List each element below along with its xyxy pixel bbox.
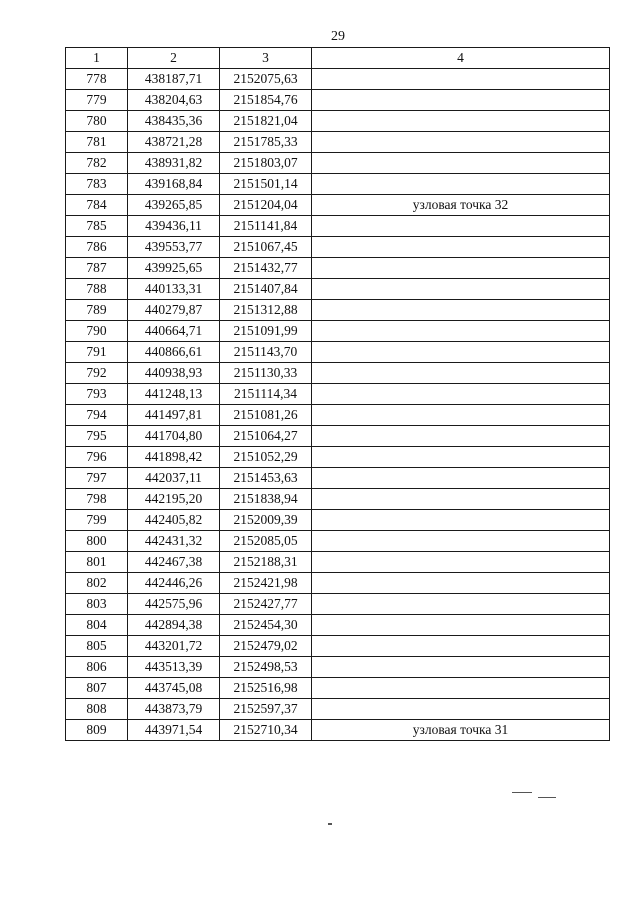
point-number-cell: 780	[66, 111, 128, 132]
note-cell	[312, 468, 610, 489]
x-coordinate-cell: 443873,79	[128, 699, 220, 720]
y-coordinate-cell: 2151143,70	[220, 342, 312, 363]
x-coordinate-cell: 440664,71	[128, 321, 220, 342]
x-coordinate-cell: 442431,32	[128, 531, 220, 552]
point-number-cell: 799	[66, 510, 128, 531]
table-row	[66, 615, 610, 636]
x-coordinate-cell: 442195,20	[128, 489, 220, 510]
y-coordinate-cell: 2151838,94	[220, 489, 312, 510]
note-cell	[312, 531, 610, 552]
point-number-cell: 804	[66, 615, 128, 636]
y-coordinate-cell: 2152454,30	[220, 615, 312, 636]
table-row	[66, 657, 610, 678]
point-number-cell: 794	[66, 405, 128, 426]
y-coordinate-cell: 2151067,45	[220, 237, 312, 258]
table-row	[66, 552, 610, 573]
y-coordinate-cell: 2152085,05	[220, 531, 312, 552]
x-coordinate-cell: 439553,77	[128, 237, 220, 258]
note-cell	[312, 426, 610, 447]
coordinates-table	[65, 47, 610, 741]
note-cell	[312, 342, 610, 363]
header-cell-point-number: 1	[66, 48, 128, 69]
y-coordinate-cell: 2152188,31	[220, 552, 312, 573]
note-cell	[312, 594, 610, 615]
note-cell	[312, 615, 610, 636]
table-row	[66, 195, 610, 216]
point-number-cell: 801	[66, 552, 128, 573]
table-row	[66, 300, 610, 321]
table-row	[66, 531, 610, 552]
point-number-cell: 809	[66, 720, 128, 741]
x-coordinate-cell: 440938,93	[128, 363, 220, 384]
point-number-cell: 793	[66, 384, 128, 405]
y-coordinate-cell: 2151501,14	[220, 174, 312, 195]
y-coordinate-cell: 2151064,27	[220, 426, 312, 447]
header-cell-x: 2	[128, 48, 220, 69]
x-coordinate-cell: 442037,11	[128, 468, 220, 489]
note-cell	[312, 132, 610, 153]
table-row	[66, 237, 610, 258]
x-coordinate-cell: 440133,31	[128, 279, 220, 300]
note-cell	[312, 489, 610, 510]
point-number-cell: 798	[66, 489, 128, 510]
page-number: 29	[331, 29, 345, 44]
note-cell	[312, 153, 610, 174]
point-number-cell: 788	[66, 279, 128, 300]
y-coordinate-cell: 2152075,63	[220, 69, 312, 90]
note-cell	[312, 447, 610, 468]
y-coordinate-cell: 2151204,04	[220, 195, 312, 216]
table-row	[66, 132, 610, 153]
x-coordinate-cell: 442405,82	[128, 510, 220, 531]
table-row	[66, 426, 610, 447]
note-cell	[312, 69, 610, 90]
point-number-cell: 796	[66, 447, 128, 468]
point-number-cell: 787	[66, 258, 128, 279]
point-number-cell: 779	[66, 90, 128, 111]
point-number-cell: 778	[66, 69, 128, 90]
note-cell: узловая точка 31	[312, 720, 610, 741]
x-coordinate-cell: 440866,61	[128, 342, 220, 363]
point-number-cell: 781	[66, 132, 128, 153]
y-coordinate-cell: 2151141,84	[220, 216, 312, 237]
x-coordinate-cell: 442575,96	[128, 594, 220, 615]
x-coordinate-cell: 442467,38	[128, 552, 220, 573]
point-number-cell: 786	[66, 237, 128, 258]
y-coordinate-cell: 2152009,39	[220, 510, 312, 531]
note-cell	[312, 552, 610, 573]
table-row	[66, 636, 610, 657]
table-row	[66, 678, 610, 699]
table-row	[66, 342, 610, 363]
note-cell	[312, 174, 610, 195]
y-coordinate-cell: 2152427,77	[220, 594, 312, 615]
table-body	[66, 69, 610, 741]
note-cell	[312, 405, 610, 426]
note-cell	[312, 258, 610, 279]
note-cell	[312, 237, 610, 258]
x-coordinate-cell: 439436,11	[128, 216, 220, 237]
y-coordinate-cell: 2151114,34	[220, 384, 312, 405]
table-row	[66, 594, 610, 615]
x-coordinate-cell: 441704,80	[128, 426, 220, 447]
y-coordinate-cell: 2151130,33	[220, 363, 312, 384]
note-cell	[312, 216, 610, 237]
y-coordinate-cell: 2152710,34	[220, 720, 312, 741]
point-number-cell: 785	[66, 216, 128, 237]
y-coordinate-cell: 2151821,04	[220, 111, 312, 132]
x-coordinate-cell: 441898,42	[128, 447, 220, 468]
x-coordinate-cell: 443971,54	[128, 720, 220, 741]
note-cell	[312, 363, 610, 384]
point-number-cell: 791	[66, 342, 128, 363]
x-coordinate-cell: 441497,81	[128, 405, 220, 426]
table-row	[66, 489, 610, 510]
point-number-cell: 783	[66, 174, 128, 195]
note-cell	[312, 699, 610, 720]
y-coordinate-cell: 2151453,63	[220, 468, 312, 489]
scan-mark	[538, 797, 556, 798]
y-coordinate-cell: 2151803,07	[220, 153, 312, 174]
table-row	[66, 111, 610, 132]
note-cell	[312, 573, 610, 594]
x-coordinate-cell: 438187,71	[128, 69, 220, 90]
point-number-cell: 807	[66, 678, 128, 699]
y-coordinate-cell: 2152516,98	[220, 678, 312, 699]
note-cell: узловая точка 32	[312, 195, 610, 216]
point-number-cell: 789	[66, 300, 128, 321]
y-coordinate-cell: 2151854,76	[220, 90, 312, 111]
point-number-cell: 784	[66, 195, 128, 216]
header-row	[66, 48, 610, 69]
note-cell	[312, 111, 610, 132]
table-row	[66, 90, 610, 111]
x-coordinate-cell: 440279,87	[128, 300, 220, 321]
table-row	[66, 468, 610, 489]
x-coordinate-cell: 439265,85	[128, 195, 220, 216]
x-coordinate-cell: 438204,63	[128, 90, 220, 111]
x-coordinate-cell: 443745,08	[128, 678, 220, 699]
note-cell	[312, 279, 610, 300]
point-number-cell: 805	[66, 636, 128, 657]
point-number-cell: 803	[66, 594, 128, 615]
point-number-cell: 806	[66, 657, 128, 678]
note-cell	[312, 636, 610, 657]
note-cell	[312, 321, 610, 342]
point-number-cell: 797	[66, 468, 128, 489]
table-row	[66, 699, 610, 720]
point-number-cell: 800	[66, 531, 128, 552]
point-number-cell: 808	[66, 699, 128, 720]
table-row	[66, 447, 610, 468]
y-coordinate-cell: 2152597,37	[220, 699, 312, 720]
table-row	[66, 321, 610, 342]
table-row	[66, 153, 610, 174]
scan-mark	[328, 823, 332, 825]
note-cell	[312, 384, 610, 405]
y-coordinate-cell: 2151785,33	[220, 132, 312, 153]
y-coordinate-cell: 2152498,53	[220, 657, 312, 678]
table-row	[66, 405, 610, 426]
x-coordinate-cell: 439168,84	[128, 174, 220, 195]
note-cell	[312, 657, 610, 678]
y-coordinate-cell: 2151312,88	[220, 300, 312, 321]
note-cell	[312, 678, 610, 699]
note-cell	[312, 90, 610, 111]
y-coordinate-cell: 2151091,99	[220, 321, 312, 342]
table-row	[66, 69, 610, 90]
y-coordinate-cell: 2152421,98	[220, 573, 312, 594]
table-row	[66, 363, 610, 384]
y-coordinate-cell: 2151052,29	[220, 447, 312, 468]
x-coordinate-cell: 443513,39	[128, 657, 220, 678]
table-header	[66, 48, 610, 69]
point-number-cell: 782	[66, 153, 128, 174]
y-coordinate-cell: 2151432,77	[220, 258, 312, 279]
note-cell	[312, 300, 610, 321]
table-row	[66, 216, 610, 237]
note-cell	[312, 510, 610, 531]
x-coordinate-cell: 442446,26	[128, 573, 220, 594]
header-cell-y: 3	[220, 48, 312, 69]
point-number-cell: 792	[66, 363, 128, 384]
x-coordinate-cell: 439925,65	[128, 258, 220, 279]
scan-mark	[512, 792, 532, 793]
x-coordinate-cell: 438721,28	[128, 132, 220, 153]
x-coordinate-cell: 438435,36	[128, 111, 220, 132]
y-coordinate-cell: 2151081,26	[220, 405, 312, 426]
y-coordinate-cell: 2152479,02	[220, 636, 312, 657]
point-number-cell: 795	[66, 426, 128, 447]
y-coordinate-cell: 2151407,84	[220, 279, 312, 300]
point-number-cell: 802	[66, 573, 128, 594]
table-row	[66, 720, 610, 741]
x-coordinate-cell: 443201,72	[128, 636, 220, 657]
x-coordinate-cell: 441248,13	[128, 384, 220, 405]
table-row	[66, 510, 610, 531]
table-row	[66, 573, 610, 594]
table-row	[66, 174, 610, 195]
table-row	[66, 279, 610, 300]
table-row	[66, 258, 610, 279]
x-coordinate-cell: 438931,82	[128, 153, 220, 174]
point-number-cell: 790	[66, 321, 128, 342]
header-cell-note: 4	[312, 48, 610, 69]
x-coordinate-cell: 442894,38	[128, 615, 220, 636]
table-row	[66, 384, 610, 405]
